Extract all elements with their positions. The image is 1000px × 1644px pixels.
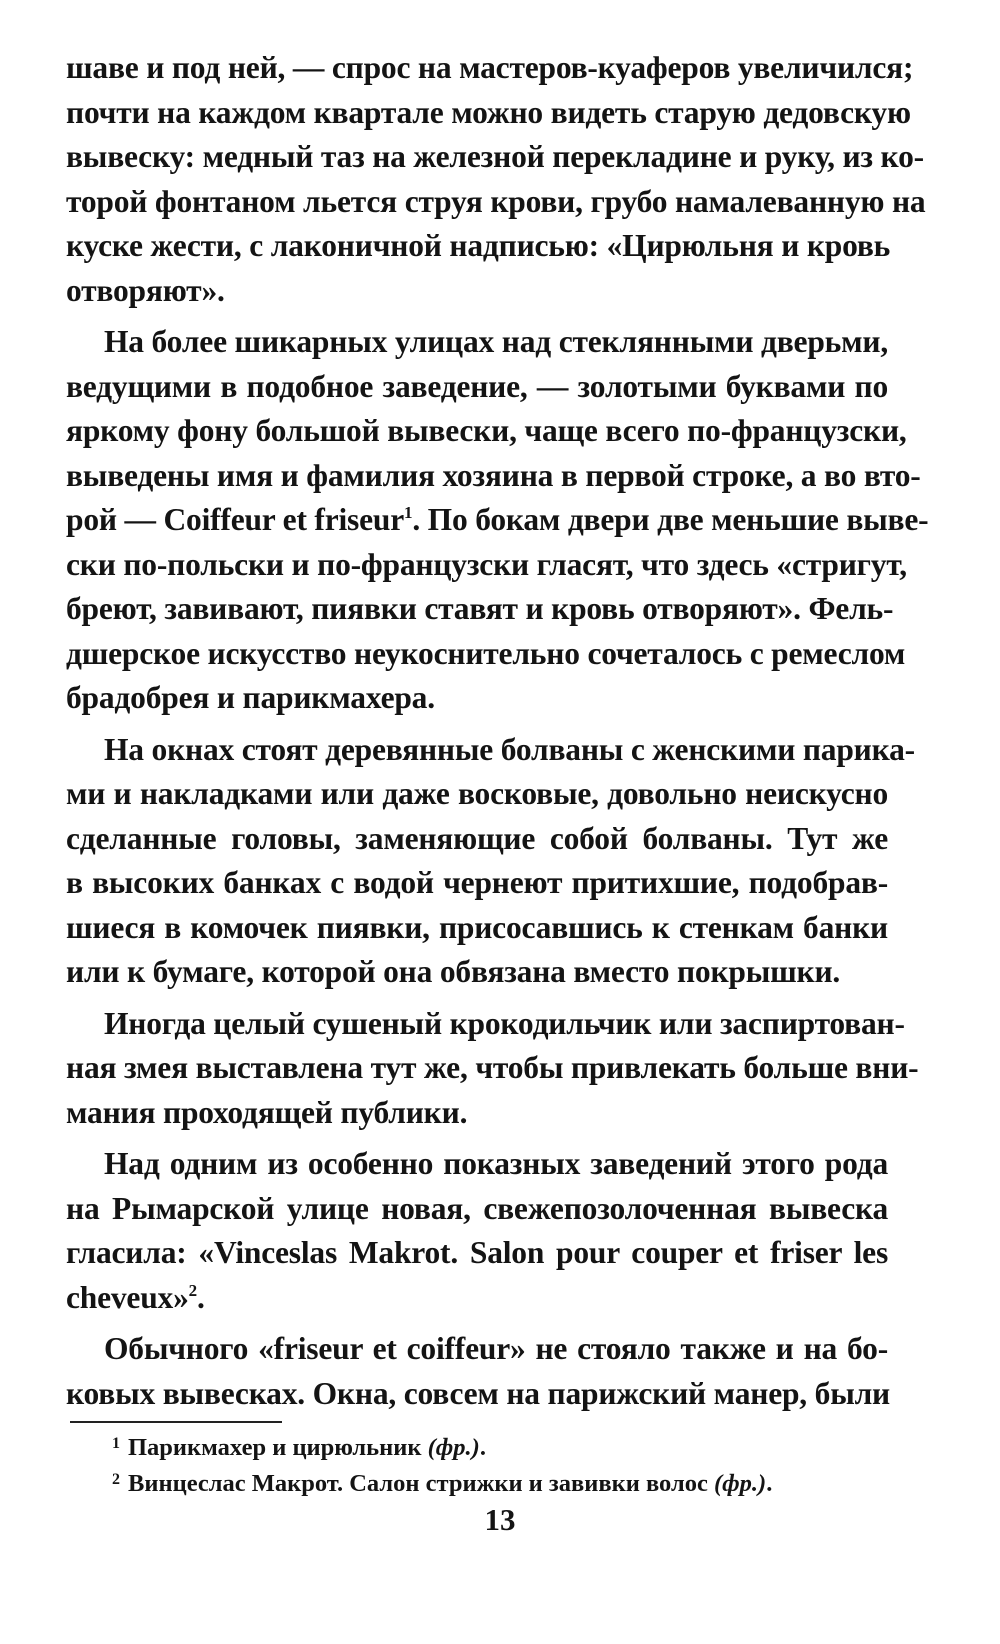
text-fragment: cheveux» <box>66 1279 189 1315</box>
text-line: ми и накладками или даже восковые, довольно неискусно <box>66 776 888 811</box>
paragraph-2 <box>66 320 929 721</box>
main-text <box>66 46 929 1416</box>
footnote-lang: (фр.) <box>713 1470 767 1497</box>
text-line: дшерское искусство неукоснительно сочеталось с ремеслом <box>66 635 906 671</box>
text-line: почти на каждом квартале можно видеть старую дедовскую <box>66 94 911 130</box>
footnote-end: . <box>766 1470 773 1497</box>
footnotes <box>112 1428 772 1500</box>
page-number: 13 <box>484 1502 516 1537</box>
paragraph-4 <box>66 1002 919 1136</box>
text-line: Иногда целый сушеный крокодильчик или заспиртован- <box>104 1005 905 1041</box>
text-line: или к бумаге, которой она обвязана вместо покрышки. <box>66 954 841 989</box>
paragraph-1 <box>66 46 926 313</box>
footnote-ref-2[interactable]: 2 <box>188 1280 197 1300</box>
footnote-1 <box>112 1428 772 1464</box>
text-line: сделанные головы, заменяющие собой болваны. Тут же <box>66 820 888 856</box>
text-line: яркому фону большой вывески, чаще всего по-французски, <box>66 413 907 448</box>
text-line: На окнах стоят деревянные болваны с женскими парика- <box>104 731 915 767</box>
footnote-2 <box>112 1464 772 1500</box>
paragraph-6 <box>66 1327 891 1416</box>
text-line: На более шикарных улицах над стеклянными дверьми, <box>104 324 888 359</box>
footnote-number: 1 <box>112 1435 120 1452</box>
text-line: ная змея выставлена тут же, чтобы привлекать больше вни- <box>66 1050 919 1085</box>
footnote-lang: (фр.) <box>427 1434 480 1461</box>
text-fragment: . По бокам двери две меньшие выве- <box>412 502 929 537</box>
text-line: ски по-польски и по-французски гласят, что здесь «стригут, <box>66 546 907 582</box>
paragraph-3 <box>66 728 915 995</box>
text-line: торой фонтаном льется струя крови, грубо намалеванную на <box>66 183 926 219</box>
text-line: шаве и под ней, — спрос на мастеров-куаферов увеличился; <box>66 50 914 85</box>
text-fragment: рой — Coiffeur et friseur <box>66 502 404 537</box>
text-line: выведены имя и фамилия хозяина в первой строке, а во вто- <box>66 457 921 493</box>
text-line: Над одним из особенно показных заведений этого рода <box>104 1146 888 1181</box>
text-fragment: . <box>196 1279 205 1315</box>
text-line-with-footnote <box>66 498 929 543</box>
footnote-text: Винцеслас Макрот. Салон стрижки и завивки волос <box>128 1470 708 1497</box>
footnote-number: 2 <box>112 1471 120 1488</box>
footnote-end: . <box>479 1434 486 1461</box>
text-line: Обычного «friseur et coiffeur» не стояло также и на бо- <box>104 1331 888 1366</box>
text-line: шиеся в комочек пиявки, присосавшись к стенкам банки <box>66 909 888 945</box>
text-line: на Рымарской улице новая, свежепозолоченная вывеска <box>66 1190 888 1226</box>
text-line: куске жести, с лаконичной надписью: «Цирюльня и кровь <box>66 228 891 263</box>
text-line-with-footnote <box>66 1276 888 1321</box>
footnote-text: Парикмахер и цирюльник <box>128 1434 422 1461</box>
text-line: бреют, завивают, пиявки ставят и кровь отворяют». Фель- <box>66 591 894 626</box>
text-line: вывеску: медный таз на железной перекладине и руку, из ко- <box>66 139 924 174</box>
text-line: мания проходящей публики. <box>66 1094 468 1130</box>
text-line: ковых вывесках. Окна, совсем на парижский манер, были <box>66 1375 891 1411</box>
text-line: гласила: «Vinceslas Makrot. Salon pour couper et friser les <box>66 1235 888 1270</box>
text-line: в высоких банках с водой чернеют притихшие, подобрав- <box>66 865 888 900</box>
text-line: брадобрея и парикмахера. <box>66 680 435 715</box>
paragraph-5 <box>66 1142 888 1320</box>
footnote-ref-1[interactable]: 1 <box>404 503 413 522</box>
text-line: отворяют». <box>66 272 225 308</box>
footnote-separator <box>70 1421 282 1423</box>
text-line: ведущими в подобное заведение, — золотыми буквами по <box>66 368 888 404</box>
